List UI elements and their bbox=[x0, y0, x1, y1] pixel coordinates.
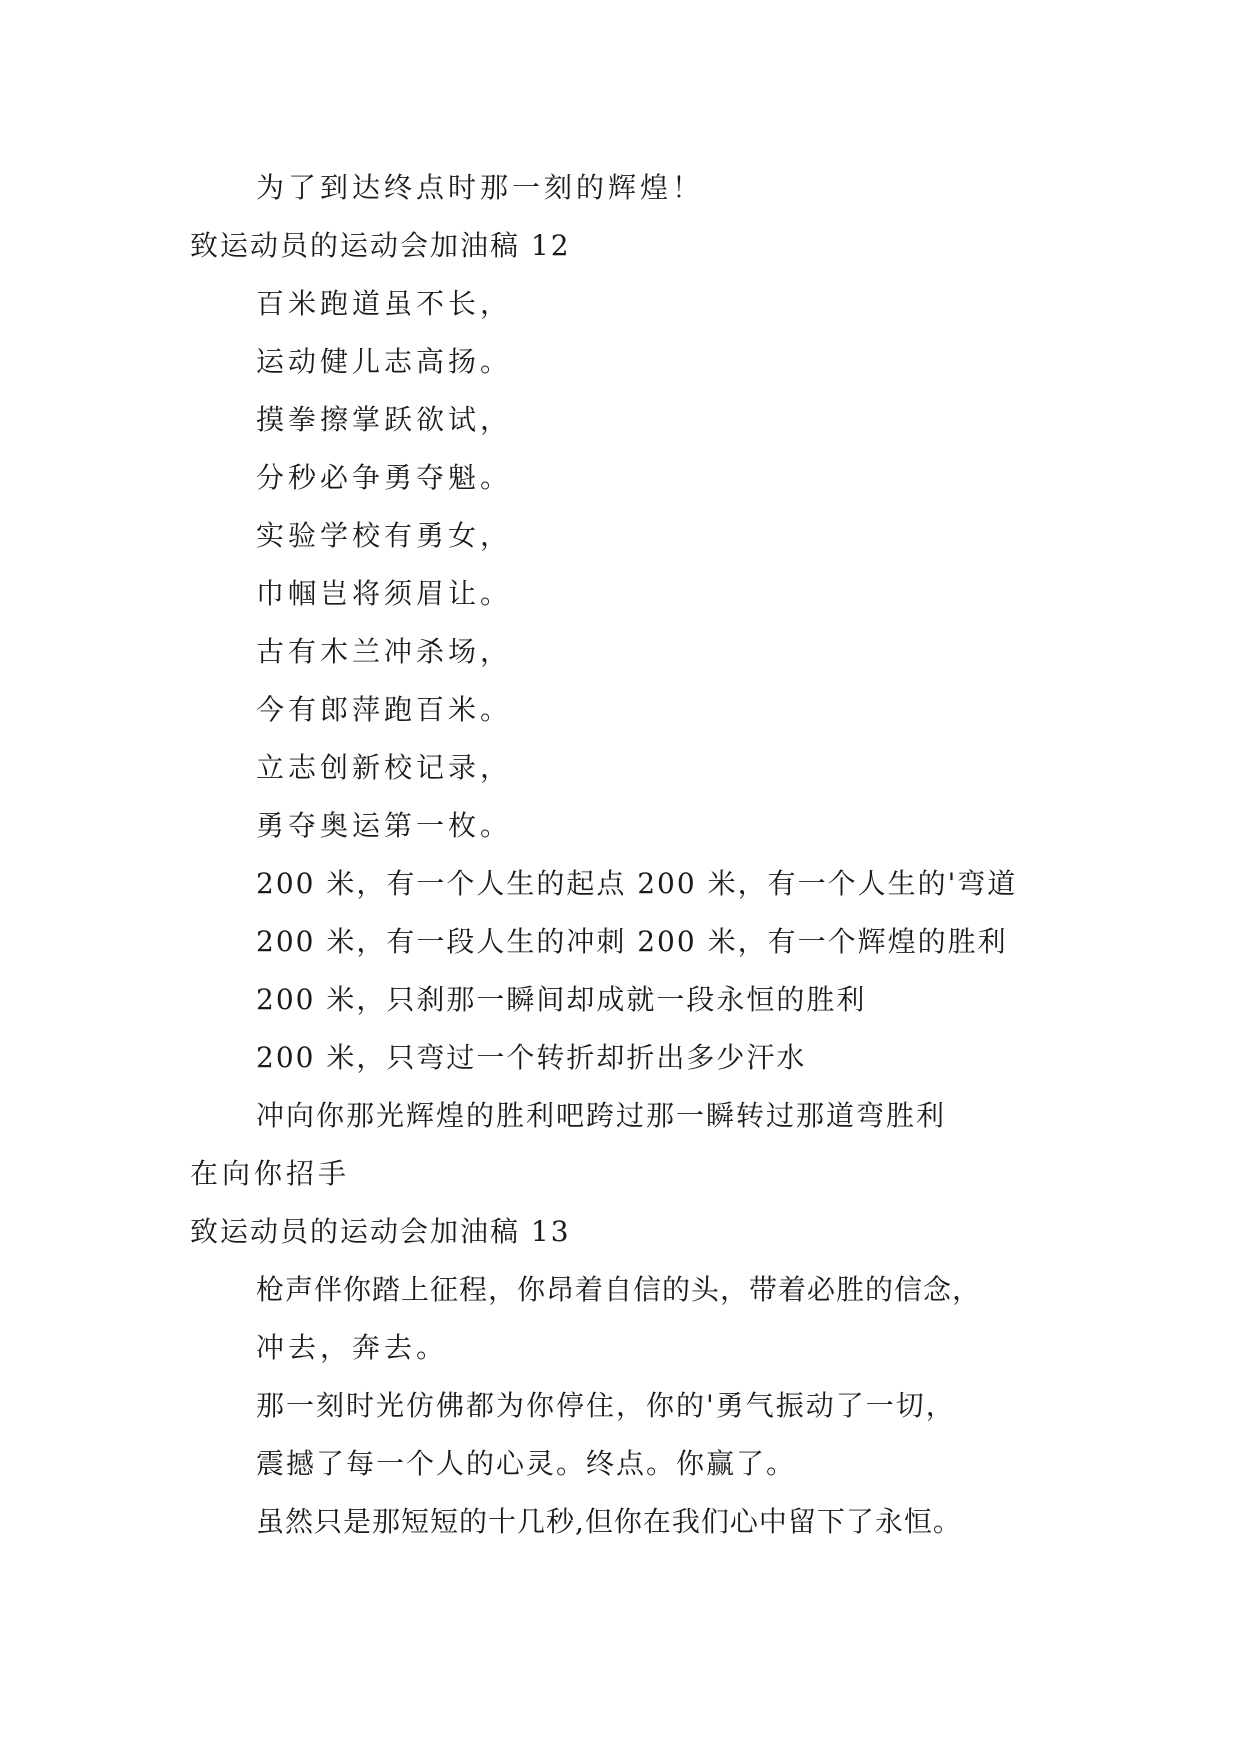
paragraph-line: 冲去，奔去。 bbox=[256, 1331, 449, 1364]
paragraph-line: 200 米，有一段人生的冲刺 200 米，有一个辉煌的胜利 bbox=[256, 925, 1008, 958]
paragraph-line: 200 米，只刹那一瞬间却成就一段永恒的胜利 bbox=[256, 983, 867, 1016]
paragraph-line: 为了到达终点时那一刻的辉煌！ bbox=[256, 171, 705, 204]
poem-line: 运动健儿志高扬。 bbox=[256, 345, 513, 378]
paragraph-line: 震撼了每一个人的心灵。终点。你赢了。 bbox=[256, 1447, 797, 1480]
poem-line: 分秒必争勇夺魁。 bbox=[256, 461, 513, 494]
poem-line: 百米跑道虽不长， bbox=[256, 287, 513, 320]
paragraph-line: 冲向你那光辉煌的胜利吧跨过那一瞬转过那道弯胜利 bbox=[256, 1099, 947, 1132]
paragraph-line: 枪声伴你踏上征程，你昂着自信的头，带着必胜的信念， bbox=[256, 1273, 982, 1306]
section-heading-12: 致运动员的运动会加油稿 12 bbox=[190, 229, 571, 262]
poem-line: 实验学校有勇女， bbox=[256, 519, 513, 552]
paragraph-line: 200 米，只弯过一个转折却折出多少汗水 bbox=[256, 1041, 807, 1074]
poem-line: 今有郎萍跑百米。 bbox=[256, 693, 513, 726]
poem-line: 立志创新校记录， bbox=[256, 751, 513, 784]
poem-line: 摸拳擦掌跃欲试， bbox=[256, 403, 513, 436]
poem-line: 勇夺奥运第一枚。 bbox=[256, 809, 513, 842]
paragraph-line: 200 米，有一个人生的起点 200 米，有一个人生的'弯道 bbox=[256, 867, 1018, 900]
poem-line: 古有木兰冲杀场， bbox=[256, 635, 513, 668]
paragraph-line: 那一刻时光仿佛都为你停住，你的'勇气振动了一切， bbox=[256, 1389, 956, 1422]
paragraph-line: 虽然只是那短短的十几秒,但你在我们心中留下了永恒。 bbox=[256, 1505, 962, 1538]
section-heading-13: 致运动员的运动会加油稿 13 bbox=[190, 1215, 571, 1248]
poem-line: 巾帼岂将须眉让。 bbox=[256, 577, 513, 610]
paragraph-line: 在向你招手 bbox=[190, 1157, 351, 1190]
